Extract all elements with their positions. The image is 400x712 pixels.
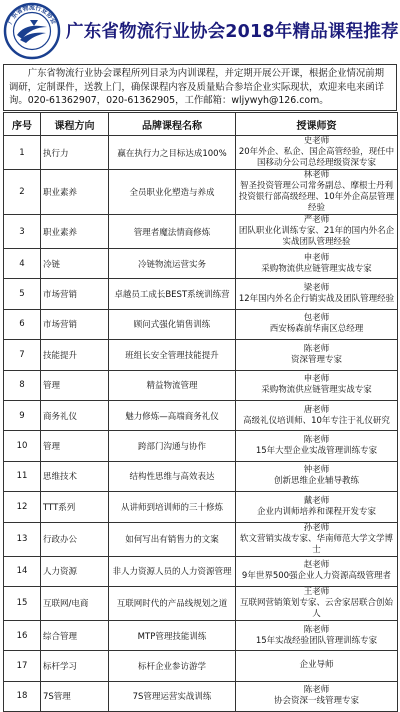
table-row: [4, 556, 398, 586]
teacher-cell: [236, 370, 398, 400]
teacher-cell: [236, 556, 398, 586]
course-direction-cell: 市场营销: [41, 309, 109, 339]
course-name-cell: 管理者魔法情商修炼: [109, 215, 236, 249]
row-number-cell: 3: [4, 215, 41, 249]
teacher-intro: 企业内训师培养和课程开发专家: [256, 506, 376, 517]
course-direction-cell: 管理: [41, 431, 109, 461]
teacher-intro: 协会资深一线管理专家: [273, 696, 359, 707]
table-row: [4, 522, 398, 556]
teacher-name: 陈老师: [303, 624, 330, 635]
row-number-cell: 12: [4, 492, 41, 522]
row-number-cell: 15: [4, 586, 41, 620]
teacher-intro: 高级礼仪培训师、10年专注于礼仪研究: [243, 415, 390, 426]
header-cell-no: 序号: [4, 113, 41, 136]
teacher-cell: [236, 461, 398, 491]
course-direction-cell: 职业素养: [41, 170, 109, 215]
course-direction-cell: 管理: [41, 370, 109, 400]
course-name-cell: 班组长安全管理技能提升: [109, 340, 236, 370]
course-direction-cell: 人力资源: [41, 556, 109, 586]
course-direction-cell: 技能提升: [41, 340, 109, 370]
teacher-intro: 20年外企、私企、国企高管经验，现任中国移动分公司总经理级资深专家: [238, 147, 395, 168]
table-row: [4, 431, 398, 461]
course-name-cell: 7S管理运营实战训练: [109, 681, 236, 711]
teacher-name: 申老师: [303, 374, 330, 385]
teacher-intro: 15年大型企业实战管理训练专家: [255, 446, 378, 457]
teacher-intro: 创新思维企业辅导教练: [273, 476, 359, 487]
course-name-cell: 赢在执行力之目标达成100%: [109, 136, 236, 170]
table-row: [4, 136, 398, 170]
row-number-cell: 7: [4, 340, 41, 370]
course-name-cell: 顾问式强化销售训练: [109, 309, 236, 339]
teacher-intro: 9年世界500强企业人力资源高级管理者: [241, 571, 392, 582]
table-row: [4, 681, 398, 711]
row-number-cell: 1: [4, 136, 41, 170]
course-name-cell: 非人力资源人员的人力资源管理: [109, 556, 236, 586]
teacher-name: 赵老师: [303, 560, 330, 571]
course-name-cell: 跨部门沟通与协作: [109, 431, 236, 461]
teacher-cell: [236, 620, 398, 650]
teacher-cell: [236, 431, 398, 461]
teacher-cell: [236, 309, 398, 339]
course-name-cell: 魅力修炼—高端商务礼仪: [109, 400, 236, 430]
header-cell-course-name: 品牌课程名称: [109, 113, 236, 136]
row-number-cell: 17: [4, 651, 41, 681]
teacher-name: 史老师: [303, 136, 330, 146]
teacher-cell: [236, 170, 398, 215]
teacher-name: 王老师: [303, 586, 330, 597]
course-direction-cell: 互联网/电商: [41, 586, 109, 620]
row-number-cell: 8: [4, 370, 41, 400]
teacher-cell: [236, 651, 398, 681]
teacher-cell: [236, 136, 398, 170]
table-row: [4, 461, 398, 491]
table-row: [4, 309, 398, 339]
teacher-cell: [236, 492, 398, 522]
teacher-intro: 15年实战经验团队管理训练专家: [255, 635, 378, 646]
row-number-cell: 9: [4, 400, 41, 430]
table-row: [4, 492, 398, 522]
course-direction-cell: 市场营销: [41, 279, 109, 309]
course-direction-cell: 冷链: [41, 249, 109, 279]
teacher-name: 陈老师: [303, 685, 330, 696]
teacher-cell: [236, 400, 398, 430]
teacher-name: 陈老师: [303, 435, 330, 446]
teacher-name: 严老师: [303, 215, 330, 225]
table-row: [4, 651, 398, 681]
course-name-cell: 标杆企业参访游学: [109, 651, 236, 681]
row-number-cell: 16: [4, 620, 41, 650]
course-direction-cell: TTT系列: [41, 492, 109, 522]
course-name-cell: 互联网时代的产品线规划之道: [109, 586, 236, 620]
page-title: 广东省物流行业协会2018年精品课程推荐: [66, 22, 399, 42]
header-cell-direction: 课程方向: [41, 113, 109, 136]
row-number-cell: 13: [4, 522, 41, 556]
table-row: [4, 340, 398, 370]
association-seal-icon: [3, 2, 61, 60]
teacher-cell: [236, 340, 398, 370]
course-direction-cell: 职业素养: [41, 215, 109, 249]
course-name-cell: 如何写出有销售力的文案: [109, 522, 236, 556]
course-name-cell: 卓越员工成长BEST系统训练营: [109, 279, 236, 309]
course-name-cell: 冷链物流运营实务: [109, 249, 236, 279]
teacher-intro: 西安杨森前华南区总经理: [269, 324, 364, 335]
course-name-cell: MTP管理技能训练: [109, 620, 236, 650]
table-row: [4, 370, 398, 400]
teacher-intro: 12年国内外名企行销实战及团队管理经验: [238, 294, 395, 305]
table-row: [4, 620, 398, 650]
course-direction-cell: 行政办公: [41, 522, 109, 556]
row-number-cell: 6: [4, 309, 41, 339]
teacher-name: 林老师: [303, 170, 330, 180]
header-cell-teacher: 授课师资: [236, 113, 398, 136]
teacher-intro: 资深管理专家: [290, 354, 342, 365]
teacher-cell: [236, 586, 398, 620]
table-row: [4, 170, 398, 215]
teacher-name: 包老师: [303, 313, 330, 324]
course-direction-cell: 执行力: [41, 136, 109, 170]
course-direction-cell: 7S管理: [41, 681, 109, 711]
row-number-cell: 10: [4, 431, 41, 461]
row-number-cell: 2: [4, 170, 41, 215]
teacher-name: 申老师: [303, 252, 330, 263]
teacher-cell: [236, 279, 398, 309]
course-name-cell: 全员职业化塑造与养成: [109, 170, 236, 215]
teacher-intro: 团队职业化训练专家、21年的国内外名企实战团队管理经验: [238, 226, 395, 247]
row-number-cell: 11: [4, 461, 41, 491]
course-table: [3, 112, 398, 712]
seal-ring-text: 广东省物流行业协会: [6, 4, 58, 26]
teacher-cell: [236, 681, 398, 711]
teacher-name: 钟老师: [303, 465, 330, 476]
row-number-cell: 5: [4, 279, 41, 309]
teacher-cell: [236, 215, 398, 249]
intro-paragraph: 广东省物流行业协会课程所列目录为内训课程，并定期开展公开课，根据企业情况前期调研，定制课件，送教上门，确保课程内容及质量贴合参培企业实际现状，欢迎来电来函详询。020-61362907，020-61362905，工作邮箱：wljywyh@126.com。: [3, 64, 397, 111]
teacher-cell: [236, 249, 398, 279]
course-name-cell: 从讲师到培训师的三十修炼: [109, 492, 236, 522]
teacher-name: 梁老师: [303, 283, 330, 294]
page-header: [0, 0, 400, 62]
table-body: [4, 136, 398, 712]
course-name-cell: 结构性思维与高效表达: [109, 461, 236, 491]
table-row: [4, 586, 398, 620]
teacher-intro: 软文营销实战专家、华南师范大学文学博士: [239, 533, 393, 555]
teacher-intro: 采购物流供应链管理实战专家: [261, 263, 372, 274]
table-header-row: [4, 113, 398, 136]
teacher-name: 孙老师: [303, 522, 330, 533]
course-name-cell: 精益物流管理: [109, 370, 236, 400]
row-number-cell: 14: [4, 556, 41, 586]
course-direction-cell: 商务礼仪: [41, 400, 109, 430]
table-row: [4, 279, 398, 309]
teacher-cell: [236, 522, 398, 556]
teacher-name: 戴老师: [303, 495, 330, 506]
course-direction-cell: 思维技术: [41, 461, 109, 491]
row-number-cell: 4: [4, 249, 41, 279]
course-direction-cell: 标杆学习: [41, 651, 109, 681]
teacher-name: 唐老师: [303, 404, 330, 415]
table-row: [4, 400, 398, 430]
teacher-intro: 企业导师: [299, 660, 334, 671]
row-number-cell: 18: [4, 681, 41, 711]
table-row: [4, 249, 398, 279]
teacher-name: 陈老师: [303, 343, 330, 354]
teacher-intro: 智圣投资管理公司常务副总、摩根士丹利投资银行部高级经理、10年外企高层管理经验: [238, 181, 395, 213]
table-row: [4, 215, 398, 249]
course-direction-cell: 综合管理: [41, 620, 109, 650]
teacher-intro: 采购物流供应链管理实战专家: [261, 385, 372, 396]
teacher-intro: 互联网营销策划专家、云舍家居联合创始人: [239, 597, 393, 619]
